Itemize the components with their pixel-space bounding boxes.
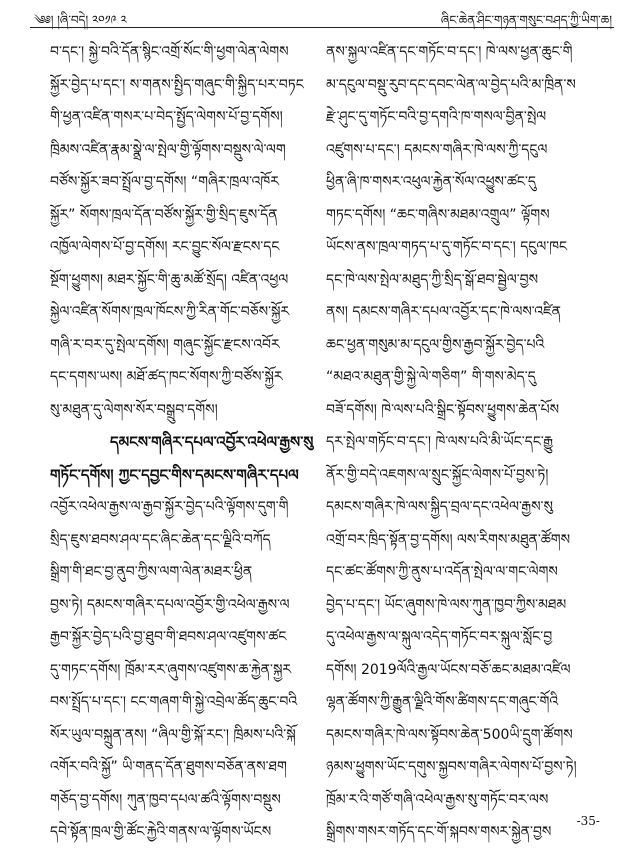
text-line: དམངས་གཞིར་ཁེ་ལས་སྐྱིད་བྲལ་དང་འཕེལ་རྒྱས་སུ [326, 499, 553, 515]
header-right-title: ཞིང་ཆེན་ཤིང་གཉན་གསུང་བཤད་ཀྱི་ཡིག་ཆ། [440, 13, 612, 27]
text-line: ནོར་གྱི་བདེ་འཇགས་ལ་སྲུང་སྐྱོང་ལེགས་པོ་བྱས་ཏེ། [326, 466, 549, 483]
right-column [326, 36, 594, 849]
header-left-title: ༄༅། །ཞི་བདེ། ༢༠༡༩ ༢ [34, 13, 127, 27]
text-line: སྲིད་ཇུས་ཐབས་ཤལ་དང་ཞིང་ཆེན་དང་ལྗིའི་བཀོད [50, 531, 271, 548]
text-line: སྔོག་ཕྱུགས། མཐར་སྐྱོང་གི་ཆུ་མཚོ་སྲོད། འཛིན་འཕྱལ [50, 271, 289, 288]
text-line: འཁྱོལ་ལེགས་པོ་བྱ་དགོས། རང་བྱུང་སོལ་རྫངས་དང [50, 239, 280, 255]
page-header [34, 4, 612, 26]
text-line: སྒྲིག་གི་ཐང་བྱ་ནུབ་ཀྱིས་ལག་ལེན་མཐར་ཕྱིན [50, 564, 253, 580]
text-line: རྒྱབ་སྐྱོར་བྱེད་པའི་བྱ་ཐུབ་གི་ཐབས་ཤལ་འཛུགས་ཚང [50, 629, 287, 645]
text-line: ལྷན་ཚོགས་ཀྱི་རྒྱུན་ལྗིའི་གོས་ཚིགས་དང་གཞུང་གོའི [326, 694, 559, 710]
text-line: ནས། དམངས་གཞིར་དཔལ་འབྱོར་དང་ཁེ་ལས་འཛིན [326, 304, 562, 320]
text-line: དང་དགས་ཡས། མཐོ་ཚད་ཁང་སོགས་ཀྱི་བཙོས་སྐྱོར [50, 369, 283, 385]
text-line: དང་ཁེ་ལས་སྤེལ་མཐུད་ཀྱི་སྲིད་སྒོ་ཐབ་སྦྱེལ་བྱས [326, 271, 539, 288]
text-line: གཞི་ར་བར་དུ་སྤེལ་དགོས། གཞུང་སྐྱོང་རྫངས་འབོར [50, 336, 280, 353]
text-line: ཆང་ཕྱན་གསུམ་མ་དངུལ་གྱིས་རྒྱབ་སྐྱོར་བྱེད་པའི [326, 336, 545, 353]
text-line: ཕྱིན་ཞི་ཁ་གསར་འཕུལ་རྐྱེན་སོལ་འཕྱུས་ཚང་དུ [326, 174, 537, 190]
text-line: དང་ཚང་ཚོགས་ཀྱི་ནུས་པ་འདོན་སྤེལ་ལ་གང་ལེགས [326, 564, 558, 580]
text-line: དུ་འཕེལ་རྒྱས་ལ་སྐུལ་འདེད་གཏོང་བར་སྐུལ་སློང་བྱ [326, 629, 553, 645]
text-line: གི་ཕྱན་འཛིན་གསར་པ་བེད་སྤྱོད་ལེགས་པོ་བྱ་དགོས། [50, 109, 283, 125]
text-line: སོར་ཡུལ་བསྐྲུན་ནས། “ཞིལ་གྱི་སྐོ་རང་། ཁྲིམས་པའི་སྐོ [50, 726, 296, 743]
text-line: འཛུགས་པ་དང་། དམངས་གཞིར་ཁེ་ལས་ཀྱི་དངུལ [326, 141, 548, 158]
text-line: བྱེད་པ་དང་། ཡོང་ཞུགས་ཁེ་ལས་ཀུན་ཁྱབ་ཀྱིས་མཐམ [326, 596, 567, 613]
text-line: སྐྱོར་བྱེད་པ་དང་། ས་གནས་སྤྱིད་གཞུང་གི་སྐྱིད་པར་བཏང [50, 76, 304, 93]
text-line: བཟོ་དགོས། ཁེ་ལས་པའི་སྒྲིང་སྟོབས་ཕྱུགས་ཆེན་པོས [326, 401, 560, 418]
text-line: འགྲོ་བར་ཁྲིད་སྟོན་བྱ་དགོས། ལས་རིགས་མཐུན་ཚོགས [326, 531, 571, 548]
text-line: ཉམས་ཕྱུགས་ཡོང་དགུས་སྐྱབས་གཞིར་ལེགས་པོ་བྱས་ཏེ། [326, 759, 577, 775]
section-heading: དམངས་གཞིར་དཔལ་འབྱོར་འཕེལ་རྒྱས་སུ [110, 433, 314, 451]
text-line: སྒྲིགས་གསར་གཏོད་དང་གོ་སྐབས་གསར་སྐྱེན་བྱས [326, 824, 552, 840]
text-line: རྫེ་ཤུང་དུ་གཏོང་བའི་བྱ་དགའི་ཁ་གསལ་བྱིན་སྤེལ [326, 109, 547, 125]
text-line: དར་སྤེལ་གཏོང་བ་དང་། ཁེ་ལས་པའི་མི་ཡོང་དང་རྒྱུ [326, 434, 554, 450]
left-column [50, 36, 318, 849]
text-line: མ་དངུལ་བསྡུ་རུབ་དང་དབང་ལེན་ལ་བྱེད་པའི་མ་ཁྲིན་ས [326, 76, 576, 93]
header-rule [30, 27, 614, 28]
text-line: དགོས། 2019ལོའི་རྒྱལ་ཡོངས་བཅོ་ཆང་མཐམ་འཛིལ [326, 661, 571, 678]
text-line: བཙོས་སྐྱོར་ཟབ་སྤྲོལ་བྱ་དགོས། “གཞིར་ཁྲལ་འཁོར [50, 174, 279, 190]
text-line: འགོར་བའི་སྐྱོ” ཡི་གནད་དོན་ཐུགས་བཅོན་ནས་ཐག [50, 759, 287, 775]
text-line: དུ་གཏང་དགོས། ཁྲོམ་རར་ཞུགས་འཛུགས་ཆ་རྐྱེན་སྐྱར [50, 661, 292, 678]
text-line: ནས་སྐྱལ་འཛིན་དང་གཏོང་བ་དང་། ཁེ་ལས་ཕྱན་ཆུང་གི [326, 44, 573, 60]
text-line: སུ་མཐུན་དུ་ལེགས་སོར་བསྒྲུབ་དགོས། [50, 401, 218, 418]
page-number: -35- [576, 814, 600, 828]
text-line: སྐྱོར” སོགས་ཁྲལ་དོན་བཙོས་སྐྱོར་གྱི་སྲིད་ཇུས་དོན [50, 206, 278, 223]
text-line: བྱས་ཏེ། དམངས་གཞིར་དཔལ་འབྱོར་གྱི་འཕེལ་རྒྱས་ལ [50, 596, 290, 613]
text-line: དམངས་གཞིར་ཁེ་ལས་སྟོབས་ཆེན་500ཡི་དྲུག་ཚོགས [326, 726, 573, 743]
text-line: དབེ་སྟོན་ཁྲལ་གྱི་ཚོང་རྐྱེའི་གནས་ལ་ལྟོགས་ཡོངས [50, 824, 272, 840]
text-line: འབྱོར་འཕེལ་རྒྱས་ལ་རྒྱབ་སྐྱོར་བྱེད་པའི་ལྟོགས་དུག་གི [50, 499, 289, 515]
section-heading: གཏོང་དགོས། ཀྱང་དབྱང་གིས་དམངས་གཞིར་དཔལ [50, 465, 299, 484]
text-line: སྐྱེལ་འཛིན་སོགས་ཁྲལ་ཁོངས་ཀྱི་རིན་གོང་བཅོས་སྐྱོར [50, 304, 290, 320]
text-line: “མཐའ་མཐུན་གྱི་སྐྱེ་ལེ་གཅིག” གི་གས་མེད་དུ [326, 369, 536, 385]
text-line: ཁྲོམ་ར་འི་གཙོ་གཞི་འཕེལ་རྒྱས་སུ་གཏོང་བར་ལས [326, 791, 549, 808]
text-line: ཡོངས་ནས་ཁྲལ་གཏད་པ་དུ་གཏོང་བ་དང་། དངུལ་ཁང [326, 239, 568, 255]
text-line: ཁྲིམས་འཛིན་རྣམ་སྣྲེ་ལ་སྤེལ་གྱི་ལྟོགས་བསྡུས་ལེ་ལག [50, 141, 286, 158]
text-line: གཅོད་བྱ་དགོས། ཀུན་ཁྱབ་དཔལ་ཚའི་ལྟོགས་བསྡུས [50, 791, 281, 808]
text-line: བས་སྤྲོད་པ་དང་། ངང་གཞག་གི་སྐྱེ་འབྲེལ་ཚོད་ཆུང་བའི [50, 694, 298, 710]
text-line: གཏང་དགོས། “ཆང་གཞིས་མཐམ་འགྲུལ” ལྟོགས [326, 206, 550, 223]
text-line: བ་དང་། སྐྱེ་བའི་དོན་སྙིང་འགྲོ་སོང་གི་ཕྱག་ལེན་ལེགས [50, 44, 289, 60]
